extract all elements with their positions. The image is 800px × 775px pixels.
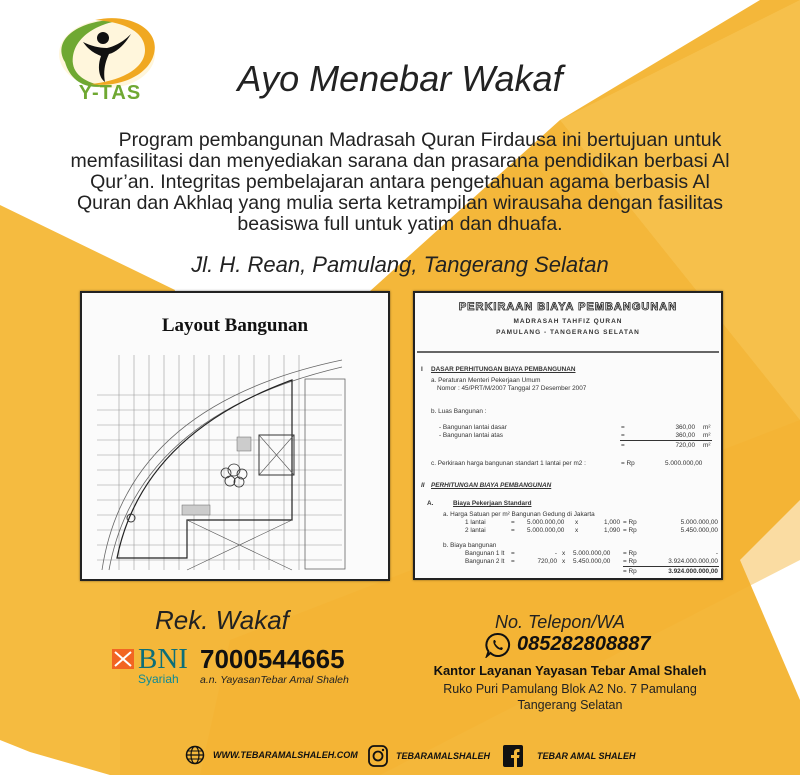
harga-total: 5.000.000,00 (680, 519, 718, 526)
estimate-title: PERKIRAAN BIAYA PEMBANGUNAN (458, 301, 678, 313)
a-label: a. Peraturan Menteri Pekerjaan Umum (431, 377, 541, 384)
instagram-icon (368, 745, 388, 767)
biaya-label: Bangunan 1 lt (465, 550, 505, 557)
sum-line (620, 440, 712, 441)
harga-factor: 1,000 (604, 519, 620, 526)
biaya-total: - (715, 550, 718, 557)
biaya-x: x (562, 558, 566, 565)
luas-eq: = (621, 424, 625, 431)
luas-value: 360,00 (675, 424, 695, 431)
section-1-num: I (421, 366, 423, 373)
Ab-label: b. Biaya bangunan (443, 542, 497, 549)
luas-unit: m² (703, 442, 711, 449)
account-number: 7000544665 (200, 644, 345, 674)
globe-icon (185, 745, 205, 765)
estimate-subtitle-1: MADRASAH TAHFIZ QURAN (513, 318, 623, 325)
harga-label: 1 lantai (465, 519, 486, 526)
biaya-eq: = (511, 550, 515, 557)
sum-line (623, 566, 719, 567)
office-title: Kantor Layanan Yayasan Tebar Amal Shaleh (433, 663, 707, 678)
page-title: Ayo Menebar Wakaf (237, 58, 563, 99)
biaya-area: 720,00 (537, 558, 557, 565)
luas-total: 720,00 (675, 442, 695, 449)
harga-x: x (575, 527, 579, 534)
b-label: b. Luas Bangunan : (431, 408, 487, 415)
biaya-price: 5.450.000,00 (573, 558, 611, 565)
layout-title: Layout Bangunan (161, 315, 309, 336)
section-1-title: DASAR PERHITUNGAN BIAYA PEMBANGUNAN (431, 366, 576, 373)
harga-price: 5.000.000,00 (527, 527, 565, 534)
biaya-rp: = Rp (623, 558, 637, 565)
phone-label: No. Telepon/WA (494, 612, 626, 632)
luas-row-label: - Bangunan lantai atas (439, 432, 503, 439)
bank-name: BNI (138, 643, 188, 675)
a-detail: Nomor : 45/PRT/M/2007 Tanggal 27 Desember 2007 (437, 385, 587, 392)
bni-logo-icon (112, 649, 134, 669)
biaya-label: Bangunan 2 lt (465, 558, 505, 565)
c-value: 5.000.000,00 (665, 460, 703, 467)
biaya-rp: = Rp (623, 550, 637, 557)
harga-factor: 1,090 (604, 527, 620, 534)
logo-text: Y-TAS (78, 82, 142, 104)
wakaf-label: Rek. Wakaf (155, 605, 289, 635)
harga-rp: = Rp (623, 527, 637, 534)
harga-rp: = Rp (623, 519, 637, 526)
luas-eq: = (621, 442, 625, 449)
luas-eq: = (621, 432, 625, 439)
harga-x: x (575, 519, 579, 526)
location-address: Jl. H. Rean, Pamulang, Tangerang Selatan (191, 252, 609, 277)
website-link[interactable] (185, 745, 358, 765)
instagram-text: TEBARAMALSHALEH (396, 751, 490, 761)
office-address-line-2: Tangerang Selatan (517, 698, 623, 712)
website-text: WWW.TEBARAMALSHALEH.COM (213, 750, 358, 760)
c-label: c. Perkiraan harga bangunan standart 1 lantai per m2 : (431, 460, 586, 467)
cost-estimate-panel (413, 291, 723, 580)
section-2-num: II (421, 482, 425, 489)
harga-eq: = (511, 527, 515, 534)
whatsapp-icon (485, 632, 511, 658)
facebook-link[interactable] (503, 745, 636, 767)
biaya-total: 3.924.000.000,00 (668, 558, 718, 565)
phone-number: 085282808887 (517, 633, 651, 655)
floor-plan-diagram (97, 355, 347, 575)
A-num: A. (427, 500, 434, 507)
Aa-label: a. Harga Satuan per m² Bangunan Gedung di Jakarta (443, 511, 595, 518)
luas-row-label: - Bangunan lantai dasar (439, 424, 507, 431)
luas-unit: m² (703, 424, 711, 431)
luas-value: 360,00 (675, 432, 695, 439)
estimate-subtitle-2: PAMULANG - TANGERANG SELATAN (496, 329, 640, 336)
A-title: Biaya Pekerjaan Standard (453, 500, 532, 507)
facebook-text: TEBAR AMAL SHALEH (537, 751, 636, 761)
harga-label: 2 lantai (465, 527, 486, 534)
section-2-title: PERHITUNGAN BIAYA PEMBANGUNAN (431, 482, 552, 489)
c-eq: = Rp (621, 460, 635, 467)
office-address (405, 681, 735, 713)
harga-total: 5.450.000,00 (680, 527, 718, 534)
office-address-line-1: Ruko Puri Pamulang Blok A2 No. 7 Pamulang (443, 682, 697, 696)
bank-sub: Syariah (138, 672, 179, 686)
harga-eq: = (511, 519, 515, 526)
layout-panel (80, 291, 390, 581)
biaya-x: x (562, 550, 566, 557)
harga-price: 5.000.000,00 (527, 519, 565, 526)
luas-unit: m² (703, 432, 711, 439)
biaya-area: - (554, 550, 557, 557)
biaya-eq: = (511, 558, 515, 565)
account-name: a.n. YayasanTebar Amal Shaleh (200, 674, 349, 686)
program-description (70, 130, 730, 235)
grand-total: 3.924.000.000,00 (668, 568, 718, 575)
biaya-price: 5.000.000,00 (573, 550, 611, 557)
facebook-icon (503, 745, 523, 767)
grand-rp: = Rp (623, 568, 637, 575)
divider (417, 351, 719, 353)
instagram-link[interactable] (368, 745, 490, 767)
description-text: Program pembangunan Madrasah Quran Firdausa ini bertujuan untuk memfasilitasi dan menyediakan sarana dan prasarana pendidikan berbasi Al Qur’an. Integritas pembelajaran antara pengetahuan agama berbasis Al Quran dan Akhlaq yang mulia serta ketrampilan wirausaha dengan fasilitas beasiswa full untuk yatim dan dhuafa. (70, 129, 730, 235)
